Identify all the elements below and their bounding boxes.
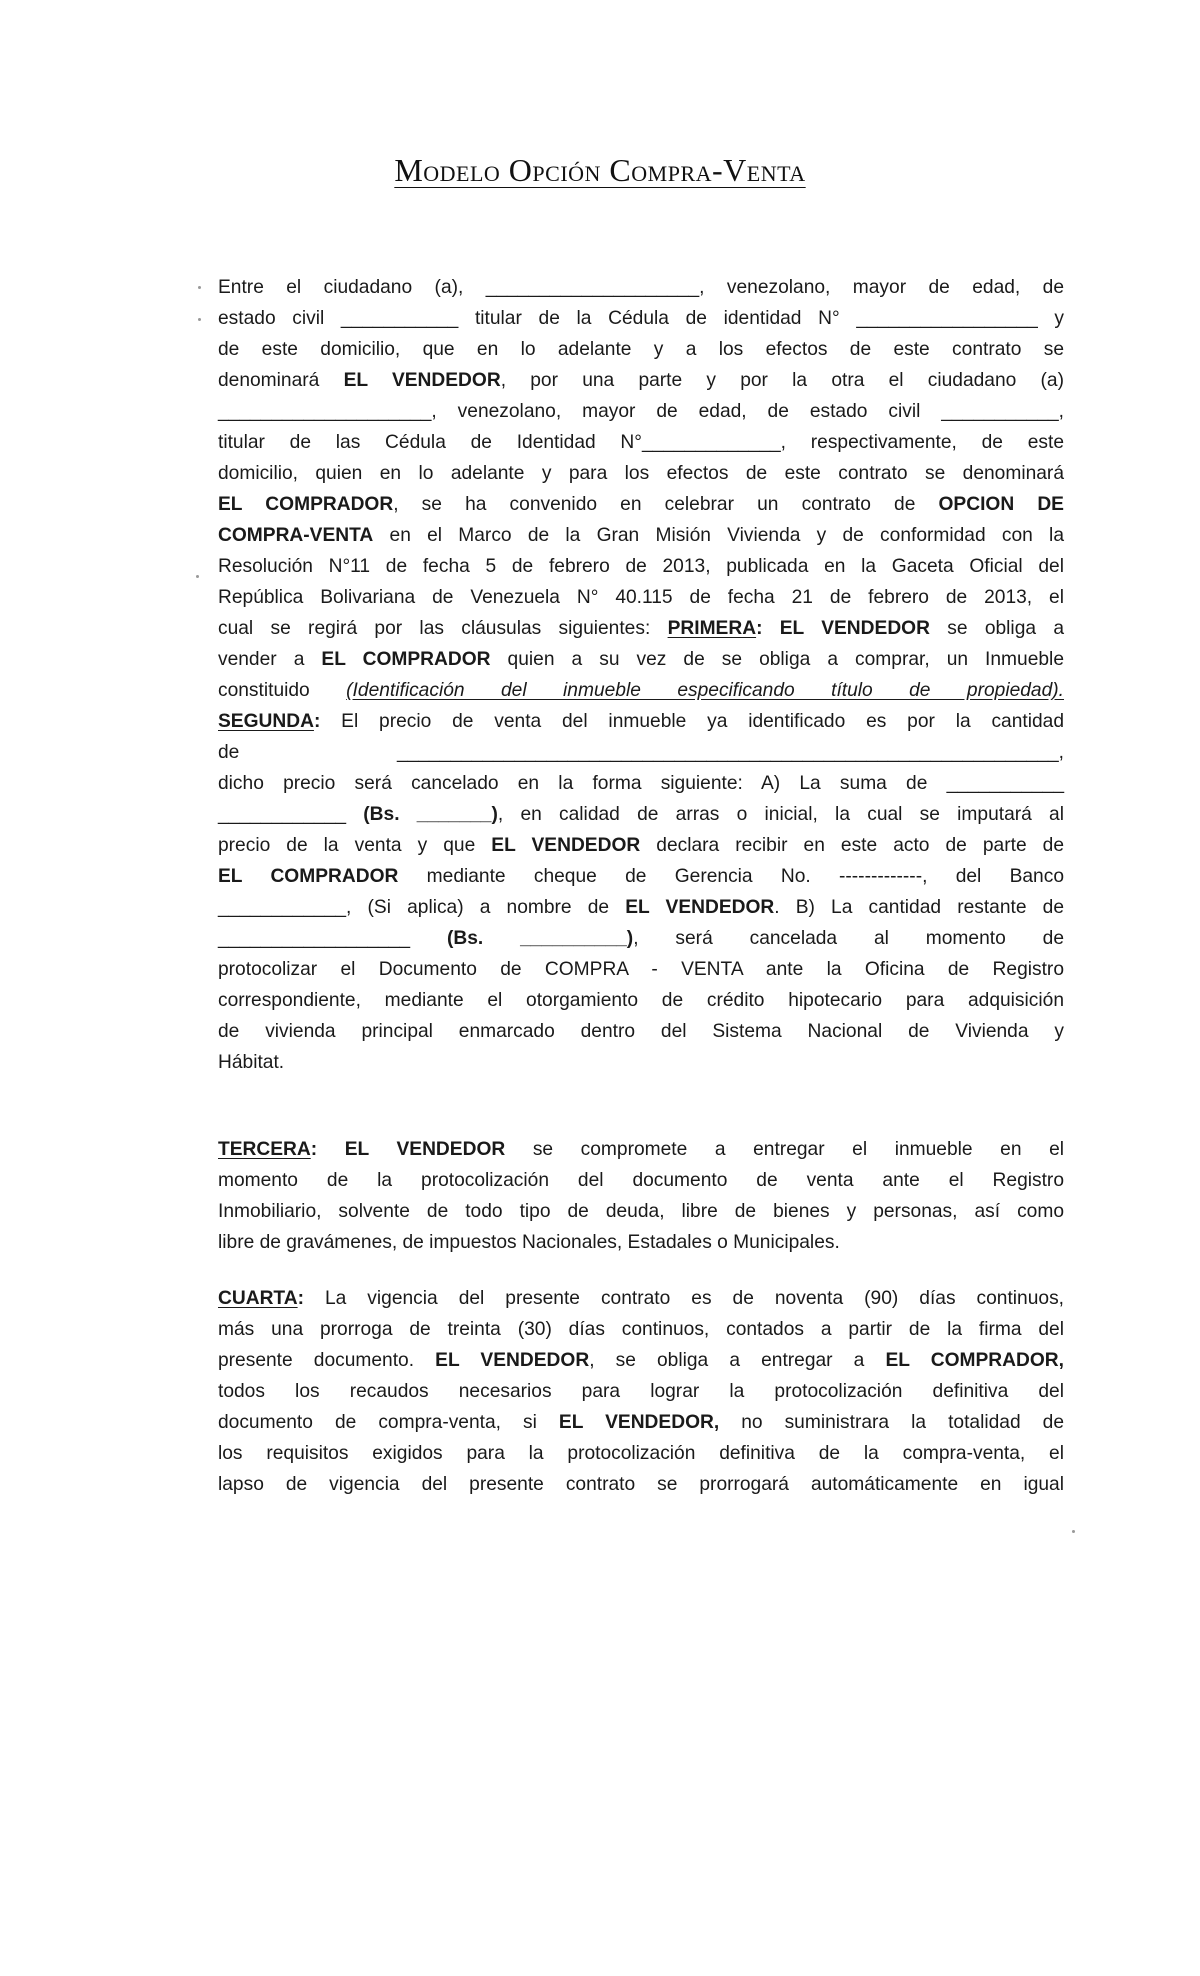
text-line: de este domicilio, que en lo adelante y a los efectos de este contrato se bbox=[218, 339, 1064, 360]
text-run: EL COMPRADOR, bbox=[885, 1350, 1064, 1371]
text-line: correspondiente, mediante el otorgamiento de crédito hipotecario para adquisición bbox=[218, 990, 1064, 1011]
text-run: EL COMPRADOR bbox=[218, 494, 394, 515]
scan-speck bbox=[198, 318, 201, 321]
text-line bbox=[218, 799, 1064, 830]
text-line: de vivienda principal enmarcado dentro del Sistema Nacional de Vivienda y bbox=[218, 1021, 1064, 1042]
text-run: se compromete a entregar el inmueble en el bbox=[505, 1139, 1065, 1160]
text-line bbox=[218, 1345, 1064, 1376]
text-line: de ______________________________________________________________, bbox=[218, 742, 1064, 763]
text-run: EL VENDEDOR bbox=[491, 835, 641, 856]
text-line: lapso de vigencia del presente contrato se prorrogará automáticamente en igual bbox=[218, 1474, 1064, 1495]
text-run: presente documento. bbox=[218, 1350, 436, 1371]
text-line: libre de gravámenes, de impuestos Nacionales, Estadales o Municipales. bbox=[218, 1232, 840, 1253]
text-line bbox=[218, 489, 1064, 520]
text-line: República Bolivariana de Venezuela N° 40.115 de fecha 21 de febrero de 2013, el bbox=[218, 587, 1064, 608]
scan-speck bbox=[198, 286, 201, 289]
text-line: ____________________, venezolano, mayor de edad, de estado civil ___________, bbox=[218, 401, 1064, 422]
text-line bbox=[218, 1134, 1064, 1165]
text-line: estado civil ___________ titular de la Cédula de identidad N° _________________ y bbox=[218, 308, 1064, 329]
text-run: no suministrara la totalidad de bbox=[719, 1412, 1064, 1433]
text-line bbox=[218, 613, 1064, 644]
text-line bbox=[218, 675, 1064, 706]
text-run: EL VENDEDOR bbox=[343, 370, 501, 391]
text-run: La vigencia del presente contrato es de noventa (90) días continuos, bbox=[303, 1288, 1064, 1309]
text-run: , se obliga a entregar a bbox=[589, 1350, 886, 1371]
text-run: (Bs. _______) bbox=[363, 804, 498, 825]
text-run: EL VENDEDOR bbox=[435, 1350, 590, 1371]
text-line: más una prorroga de treinta (30) días continuos, contados a partir de la firma del bbox=[218, 1319, 1064, 1340]
text-run: documento de compra-venta, si bbox=[218, 1412, 559, 1433]
text-line bbox=[218, 830, 1064, 861]
text-run: __________________ bbox=[218, 928, 447, 949]
text-line bbox=[218, 1283, 1064, 1314]
text-line bbox=[218, 1407, 1064, 1438]
text-run: EL COMPRADOR bbox=[218, 866, 399, 887]
text-run: : EL VENDEDOR bbox=[756, 618, 930, 639]
text-run: EL COMPRADOR bbox=[321, 649, 491, 670]
text-line bbox=[218, 706, 1064, 737]
text-run: (Identificación del inmueble especificando título de propiedad). bbox=[346, 680, 1064, 701]
text-line: Entre el ciudadano (a), ____________________, venezolano, mayor de edad, de bbox=[218, 277, 1064, 298]
text-line: momento de la protocolización del documento de venta ante el Registro bbox=[218, 1170, 1064, 1191]
text-run: , se ha convenido en celebrar un contrato de bbox=[393, 494, 939, 515]
text-line bbox=[218, 520, 1064, 551]
paragraph-intro-primera-segunda bbox=[218, 272, 1064, 1078]
paragraph-tercera bbox=[218, 1134, 1064, 1258]
text-run: declara recibir en este acto de parte de bbox=[640, 835, 1064, 856]
text-run: (Bs. __________) bbox=[446, 928, 634, 949]
text-run: precio de la venta y que bbox=[218, 835, 492, 856]
text-run: EL VENDEDOR bbox=[625, 897, 775, 918]
text-run: denominará bbox=[218, 370, 344, 391]
text-line bbox=[218, 892, 1064, 923]
text-run: , en calidad de arras o inicial, la cual se imputará al bbox=[497, 804, 1064, 825]
text-run: mediante cheque de Gerencia No. -------------, del Banco bbox=[398, 866, 1064, 887]
text-line: todos los recaudos necesarios para lograr la protocolización definitiva del bbox=[218, 1381, 1064, 1402]
document-title: Modelo Opción Compra-Venta bbox=[394, 152, 806, 188]
text-line: dicho precio será cancelado en la forma siguiente: A) La suma de ___________ bbox=[218, 773, 1064, 794]
text-run: TERCERA bbox=[218, 1139, 311, 1160]
text-run: cual se regirá por las cláusulas siguientes: bbox=[218, 618, 668, 639]
scan-speck bbox=[1072, 1530, 1075, 1533]
scan-speck bbox=[196, 575, 199, 578]
paragraph-cuarta bbox=[218, 1283, 1064, 1500]
text-run: se obliga a bbox=[929, 618, 1065, 639]
text-line: domicilio, quien en lo adelante y para los efectos de este contrato se denominará bbox=[218, 463, 1064, 484]
text-run: EL VENDEDOR bbox=[317, 1139, 506, 1160]
text-run: SEGUNDA bbox=[218, 711, 314, 732]
text-line bbox=[218, 923, 1064, 954]
text-run: vender a bbox=[218, 649, 322, 670]
text-run: COMPRA-VENTA bbox=[218, 525, 374, 546]
text-run: , por una parte y por la otra el ciudadano (a) bbox=[500, 370, 1064, 391]
text-run: . B) La cantidad restante de bbox=[774, 897, 1064, 918]
text-line: los requisitos exigidos para la protocolización definitiva de la compra-venta, el bbox=[218, 1443, 1064, 1464]
text-line: Hábitat. bbox=[218, 1052, 285, 1073]
text-run: constituido bbox=[218, 680, 347, 701]
text-run: : bbox=[310, 1139, 318, 1160]
text-line: protocolizar el Documento de COMPRA - VENTA ante la Oficina de Registro bbox=[218, 959, 1064, 980]
text-line bbox=[218, 644, 1064, 675]
text-run: quien a su vez de se obliga a comprar, un Inmueble bbox=[490, 649, 1064, 670]
text-run: CUARTA bbox=[218, 1288, 298, 1309]
text-run: OPCION DE bbox=[938, 494, 1064, 515]
text-run: PRIMERA bbox=[667, 618, 757, 639]
text-run: El precio de venta del inmueble ya identificado es por la cantidad bbox=[320, 711, 1064, 732]
text-run: , será cancelada al momento de bbox=[633, 928, 1064, 949]
text-line bbox=[218, 861, 1064, 892]
text-line bbox=[218, 365, 1064, 396]
text-run: ____________, (Si aplica) a nombre de bbox=[218, 897, 626, 918]
text-run: ____________ bbox=[218, 804, 364, 825]
text-run: EL VENDEDOR, bbox=[558, 1412, 720, 1433]
text-run: en el Marco de la Gran Misión Vivienda y de conformidad con la bbox=[373, 525, 1064, 546]
text-line: Inmobiliario, solvente de todo tipo de deuda, libre de bienes y personas, así como bbox=[218, 1201, 1064, 1222]
text-line: Resolución N°11 de fecha 5 de febrero de 2013, publicada en la Gaceta Oficial del bbox=[218, 556, 1064, 577]
text-run: : bbox=[297, 1288, 304, 1309]
text-run: : bbox=[313, 711, 321, 732]
text-line: titular de las Cédula de Identidad N°_____________, respectivamente, de este bbox=[218, 432, 1064, 453]
